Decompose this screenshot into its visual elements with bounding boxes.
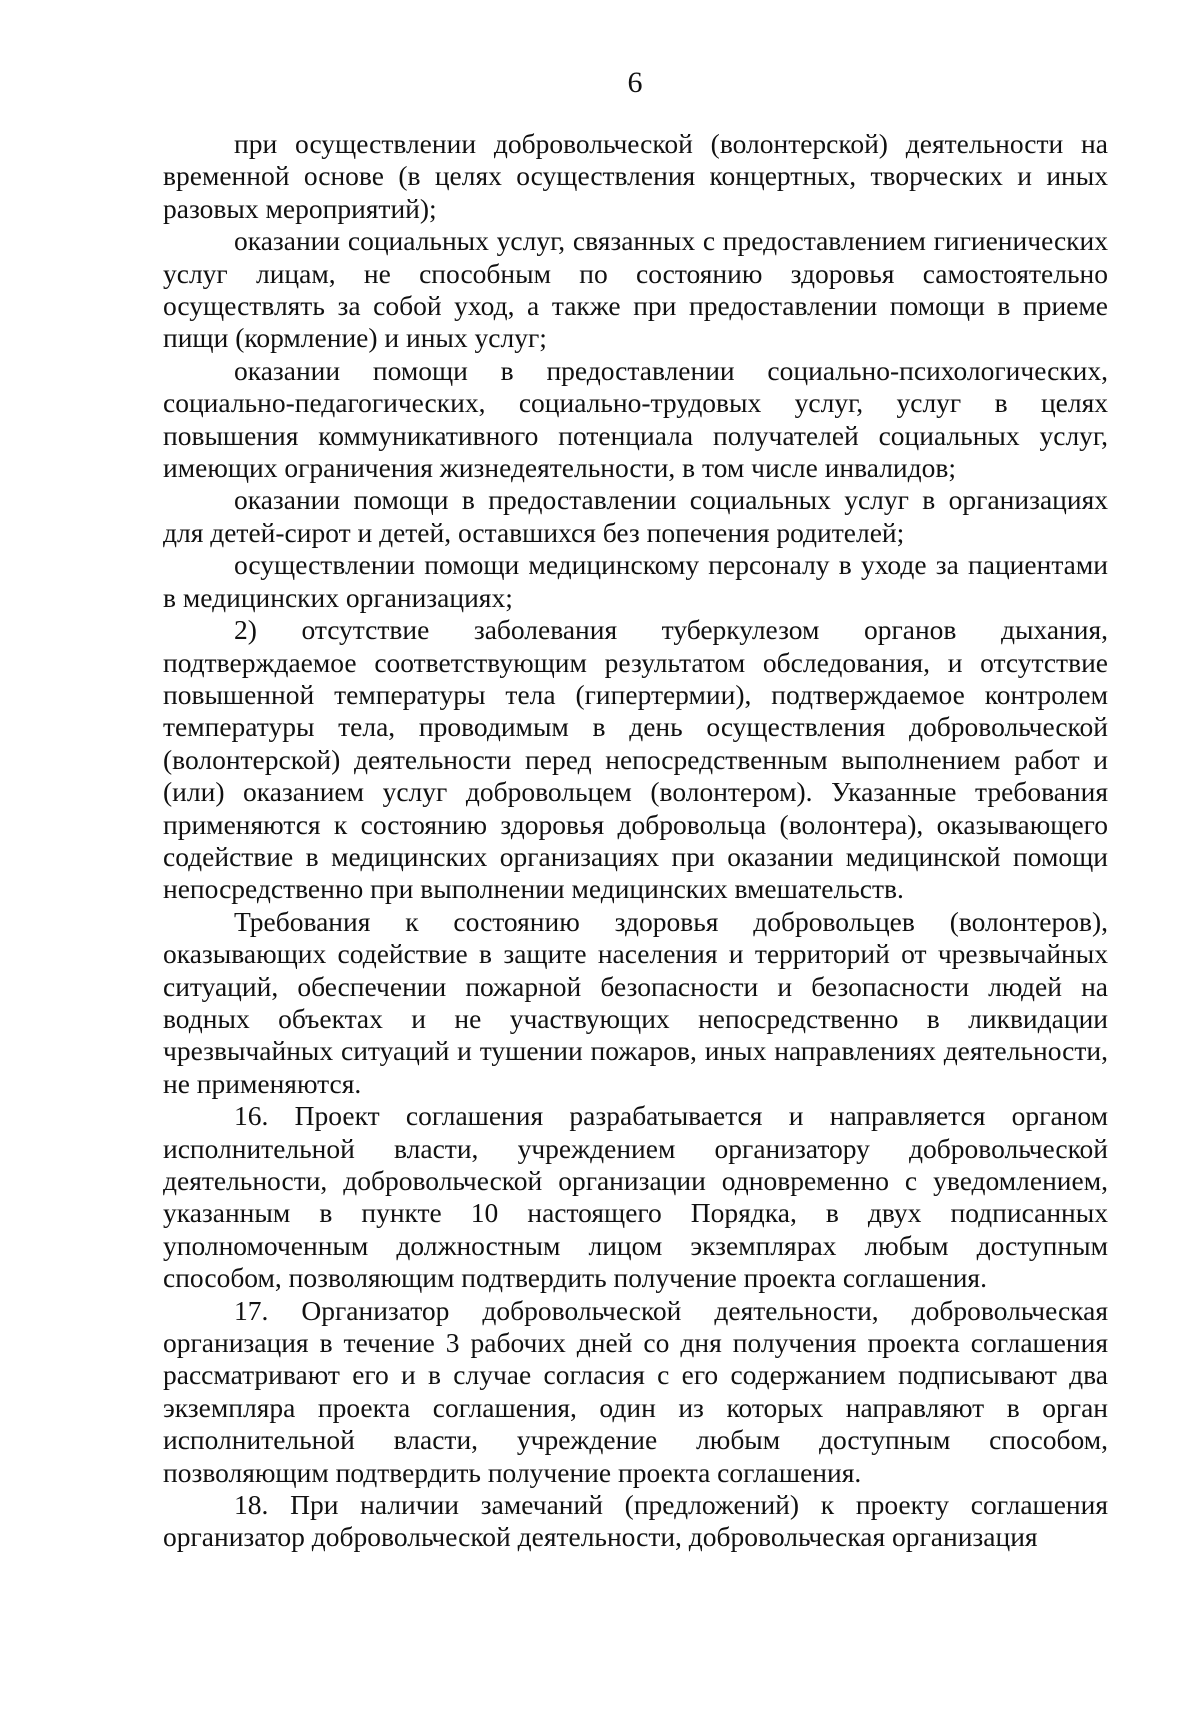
paragraph-volunteer-temporary: при осуществлении добровольческой (волонтерской) деятельности на временной основе (в целях осуществления концертных, творческих и иных разовых мероприятий); xyxy=(163,128,1108,224)
paragraph-hygiene-services: оказании социальных услуг, связанных с предоставлением гигиенических услуг лицам, не способным по состоянию здоровья самостоятельно осуществлять за собой уход, а также при предоставлении помощи в приеме пищи (кормление) и иных услуг; xyxy=(163,225,1108,354)
paragraph-social-psychological-services: оказании помощи в предоставлении социально-психологических, социально-педагогических, социально-трудовых услуг, услуг в целях повышения коммуникативного потенциала получателей социальных услуг, имеющих ограничения жизнедеятельности, в том числе инвалидов; xyxy=(163,354,1108,484)
page-number: 6 xyxy=(627,66,643,99)
paragraph-clause-18: 18. При наличии замечаний (предложений) к проекту соглашения организатор добровольческой деятельности, добровольческая организация xyxy=(163,1489,1108,1553)
document-body xyxy=(163,128,1108,1554)
paragraph-clause-16: 16. Проект соглашения разрабатывается и направляется органом исполнительной власти, учреждением организатору добровольческой деятельности, добровольческой организации одновременно с уведомлением, указанным в пункте 10 настоящего Порядка, в двух подписанных уполномоченным должностным лицом экземплярах любым доступным способом, позволяющим подтвердить получение проекта соглашения. xyxy=(163,1100,1108,1294)
paragraph-emergency-exemption: Требования к состоянию здоровья добровольцев (волонтеров), оказывающих содействие в защите населения и территорий от чрезвычайных ситуаций, обеспечении пожарной безопасности и безопасности людей на водных объектах и не участвующих непосредственно в ликвидации чрезвычайных ситуаций и тушении пожаров, иных направлениях деятельности, не применяются. xyxy=(163,905,1108,1099)
paragraph-medical-staff-assistance: осуществлении помощи медицинскому персоналу в уходе за пациентами в медицинских организациях; xyxy=(163,549,1108,613)
paragraph-orphan-organizations: оказании помощи в предоставлении социальных услуг в организациях для детей-сирот и детей, оставшихся без попечения родителей; xyxy=(163,484,1108,548)
paragraph-health-requirements-item-2: 2) отсутствие заболевания туберкулезом органов дыхания, подтверждаемое соответствующим результатом обследования, и отсутствие повышенной температуры тела (гипертермии), подтверждаемое контролем температуры тела, проводимым в день осуществления добровольческой (волонтерской) деятельности перед непосредственным выполнением работ и (или) оказанием услуг добровольцем (волонтером). Указанные требования применяются к состоянию здоровья добровольца (волонтера), оказывающего содействие в медицинских организациях при оказании медицинской помощи непосредственно при выполнении медицинских вмешательств. xyxy=(163,614,1108,905)
paragraph-clause-17: 17. Организатор добровольческой деятельности, добровольческая организация в течение 3 рабочих дней со дня получения проекта соглашения рассматривают его и в случае согласия с его содержанием подписывают два экземпляра проекта соглашения, один из которых направляют в орган исполнительной власти, учреждение любым доступным способом, позволяющим подтвердить получение проекта соглашения. xyxy=(163,1294,1108,1488)
